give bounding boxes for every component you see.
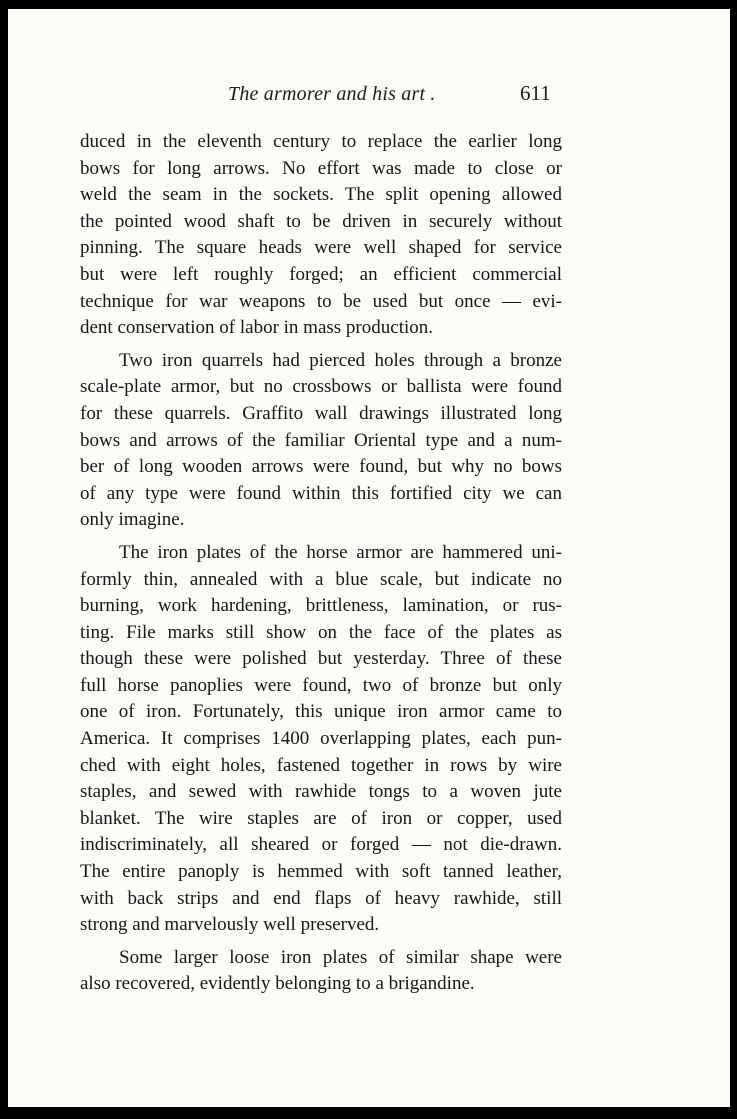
paragraph-3	[80, 540, 562, 939]
text-line: though these were polished but yesterday. Three of these	[80, 648, 562, 670]
text-line: strong and marvelously well preserved.	[80, 914, 380, 936]
text-line: pinning. The square heads were well shaped for service	[80, 237, 562, 259]
paragraph-1	[80, 129, 562, 342]
text-line: the pointed wood shaft to be driven in securely without	[80, 210, 562, 232]
text-line: weld the seam in the sockets. The split opening allowed	[80, 184, 562, 206]
text-line: duced in the eleventh century to replace the earlier long	[80, 131, 562, 152]
text-line: ber of long wooden arrows were found, but why no bows	[80, 456, 562, 478]
text-line: but were left roughly forged; an efficient commercial	[80, 263, 562, 285]
text-line: scale-plate armor, but no crossbows or ballista were found	[80, 376, 562, 398]
text-line: bows for long arrows. No effort was made to close or	[80, 157, 562, 179]
text-line: of any type were found within this fortified city we can	[80, 482, 562, 504]
text-line: staples, and sewed with rawhide tongs to a woven jute	[80, 781, 562, 803]
text-line: bows and arrows of the familiar Oriental type and a num-	[80, 429, 562, 451]
text-line: for these quarrels. Graffito wall drawings illustrated long	[80, 402, 562, 424]
text-line: also recovered, evidently belonging to a brigandine.	[80, 973, 475, 995]
text-line: full horse panoplies were found, two of bronze but only	[80, 674, 562, 696]
text-line: Two iron quarrels had pierced holes through a bronze	[119, 349, 562, 371]
text-line: only imagine.	[80, 509, 185, 531]
page-number: 611	[520, 81, 551, 105]
text-line: The entire panoply is hemmed with soft tanned leather,	[80, 861, 562, 883]
text-line: America. It comprises 1400 overlapping plates, each pun-	[80, 728, 562, 750]
text-line: ched with eight holes, fastened together in rows by wire	[80, 754, 562, 776]
text-line: ting. File marks still show on the face of the plates as	[80, 621, 562, 643]
book-page	[8, 9, 730, 1107]
paragraph-2	[80, 348, 562, 534]
text-line: with back strips and end flaps of heavy rawhide, still	[80, 887, 562, 909]
text-line: The iron plates of the horse armor are hammered uni-	[119, 541, 562, 563]
text-line: Some larger loose iron plates of similar shape were	[119, 946, 562, 968]
text-line: technique for war weapons to be used but once — evi-	[80, 290, 562, 312]
running-header	[8, 83, 730, 113]
paragraph-4	[80, 945, 562, 998]
text-line: blanket. The wire staples are of iron or copper, used	[80, 807, 562, 829]
text-line: formly thin, annealed with a blue scale, but indicate no	[80, 568, 562, 590]
text-line: burning, work hardening, brittleness, lamination, or rus-	[80, 595, 562, 617]
text-line: indiscriminately, all sheared or forged — not die-drawn.	[80, 834, 562, 856]
text-line: one of iron. Fortunately, this unique iron armor came to	[80, 701, 562, 723]
text-line: dent conservation of labor in mass production.	[80, 317, 434, 339]
body-text	[80, 129, 562, 1004]
running-title: The armorer and his art .	[228, 83, 436, 105]
